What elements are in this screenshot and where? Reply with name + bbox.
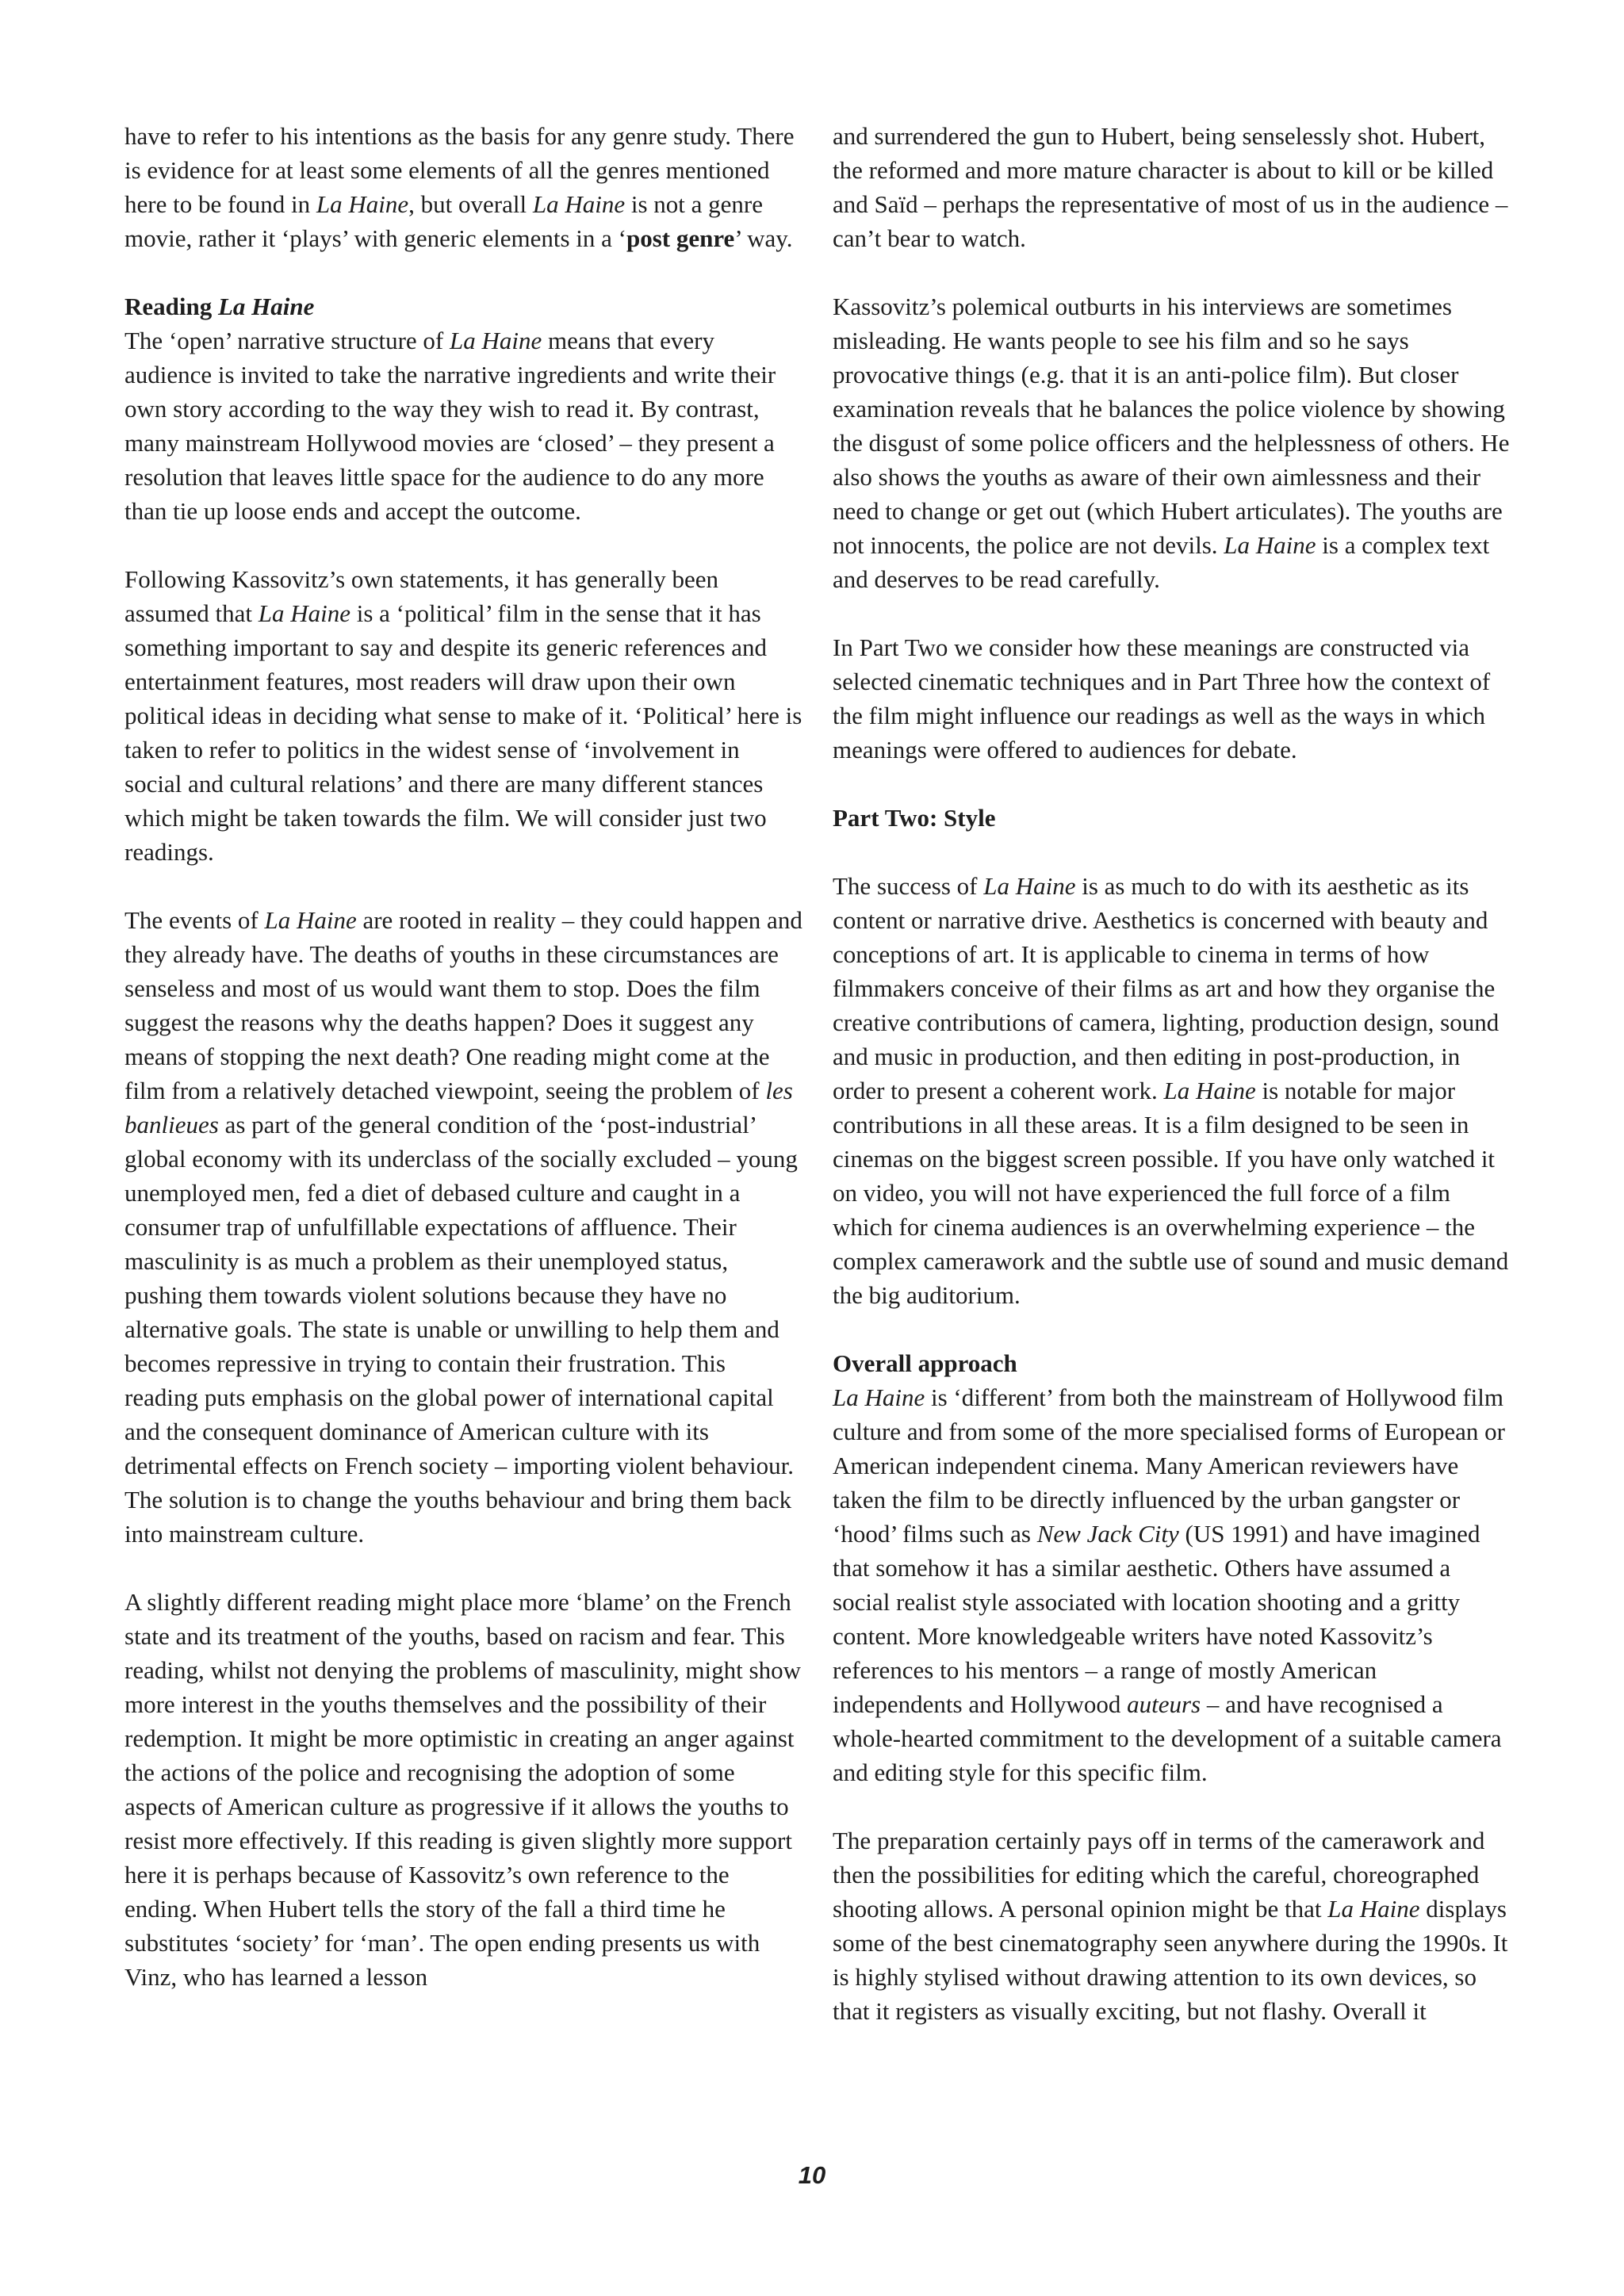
right-column	[833, 119, 1511, 2028]
paragraph-open-narrative: The ‘open’ narrative structure of La Haine means that every audience is invited to take the narrative ingredients and write their own story according to the way they wish to read it. By contrast, many mainstream Hollywood movies are ‘closed’ – they present a resolution that leaves little space for the audience to do any more than tie up loose ends and accept the outcome.	[124, 327, 776, 525]
paragraph-ending: and surrendered the gun to Hubert, being senselessly shot. Hubert, the reformed and more mature character is about to kill or be killed and Saïd – perhaps the representative of most of us in the audience – can’t bear to watch.	[833, 122, 1508, 252]
heading-reading-la-haine: Reading La Haine	[124, 293, 315, 320]
paragraph-overall-approach: La Haine is ‘different’ from both the mainstream of Hollywood film culture and from some of the more specialised forms of European or American independent cinema. Many American reviewers have taken the film to be directly influenced by the urban gangster or ‘hood’ films such as New Jack City (US 1991) and have imagined that somehow it has a similar aesthetic. Others have assumed a social realist style associated with location shooting and a gritty content. More knowledgeable writers have noted Kassovitz’s references to his mentors – a range of mostly American independents and Hollywood auteurs – and have recognised a whole-hearted commitment to the development of a suitable camera and editing style for this specific film.	[833, 1383, 1505, 1786]
paragraph-second-reading: A slightly different reading might place more ‘blame’ on the French state and its treatment of the youths, based on racism and fear. This reading, whilst not denying the problems of masculinity, might show more interest in the youths themselves and the possibility of their redemption. It might be more optimistic in creating an anger against the actions of the police and recognising the adoption of some aspects of American culture as progressive if it allows the youths to resist more effectively. If this reading is given slightly more support here it is perhaps because of Kassovitz’s own reference to the ending. When Hubert tells the story of the fall a third time he substitutes ‘society’ for ‘man’. The open ending presents us with Vinz, who has learned a lesson	[124, 1588, 801, 1991]
paragraph-genre-intentions: have to refer to his intentions as the basis for any genre study. There is evidence for at least some elements of all the genres mentioned here to be found in La Haine, but overall La Haine is not a genre movie, rather it ‘plays’ with generic elements in a ‘post genre’ way.	[124, 122, 795, 252]
heading-part-two-style: Part Two: Style	[833, 804, 996, 832]
page-number: 10	[798, 2161, 826, 2189]
paragraph-part-two-intro: In Part Two we consider how these meanings are constructed via selected cinematic techniques and in Part Three how the context of the film might influence our readings as well as the ways in which meanings were offered to audiences for debate.	[833, 633, 1491, 763]
paragraph-preparation: The preparation certainly pays off in terms of the camerawork and then the possibilities for editing which the careful, choreographed shooting allows. A personal opinion might be that La Haine displays some of the best cinematography seen anywhere during the 1990s. It is highly stylised without drawing attention to its own devices, so that it registers as visually exciting, but not flashy. Overall it	[833, 1827, 1508, 2025]
paragraph-political-film: Following Kassovitz’s own statements, it has generally been assumed that La Haine is a ‘political’ film in the sense that it has something important to say and despite its generic references and entertainment features, most readers will draw upon their own political ideas in deciding what sense to make of it. ‘Political’ here is taken to refer to politics in the widest sense of ‘involvement in social and cultural relations’ and there are many different stances which might be taken towards the film. We will consider just two readings.	[124, 565, 802, 866]
heading-overall-approach: Overall approach	[833, 1349, 1017, 1377]
paragraph-aesthetic: The success of La Haine is as much to do with its aesthetic as its content or narrative drive. Aesthetics is concerned with beauty and conceptions of art. It is applicable to cinema in terms of how filmmakers conceive of their films as art and how they organise the creative contributions of camera, lighting, production design, sound and music in production, and then editing in post-production, in order to present a coherent work. La Haine is notable for major contributions in all these areas. It is a film designed to be seen in cinemas on the biggest screen possible. If you have only watched it on video, you will not have experienced the full force of a film which for cinema audiences is an overwhelming experience – the complex camerawork and the subtle use of sound and music demand the big auditorium.	[833, 872, 1509, 1309]
paragraph-polemical-outbursts: Kassovitz’s polemical outburts in his interviews are sometimes misleading. He wants people to see his film and so he says provocative things (e.g. that it is an anti-police film). But closer examination reveals that he balances the police violence by showing the disgust of some police officers and the helplessness of others. He also shows the youths as aware of their own aimlessness and their need to change or get out (which Hubert articulates). The youths are not innocents, the police are not devils. La Haine is a complex text and deserves to be read carefully.	[833, 293, 1510, 593]
left-column	[124, 119, 802, 1994]
paragraph-first-reading: The events of La Haine are rooted in reality – they could happen and they already have. The deaths of youths in these circumstances are senseless and most of us would want them to stop. Does the film suggest the reasons why the deaths happen? Does it suggest any means of stopping the next death? One reading might come at the film from a relatively detached viewpoint, seeing the problem of les banlieues as part of the general condition of the ‘post-industrial’ global economy with its underclass of the socially excluded – young unemployed men, fed a diet of debased culture and caught in a consumer trap of unfulfillable expectations of affluence. Their masculinity is as much a problem as their unemployed status, pushing them towards violent solutions because they have no alternative goals. The state is unable or unwilling to help them and becomes repressive in trying to contain their frustration. This reading puts emphasis on the global power of international capital and the consequent dominance of American culture with its detrimental effects on French society – importing violent behaviour. The solution is to change the youths behaviour and bring them back into mainstream culture.	[124, 906, 802, 1548]
